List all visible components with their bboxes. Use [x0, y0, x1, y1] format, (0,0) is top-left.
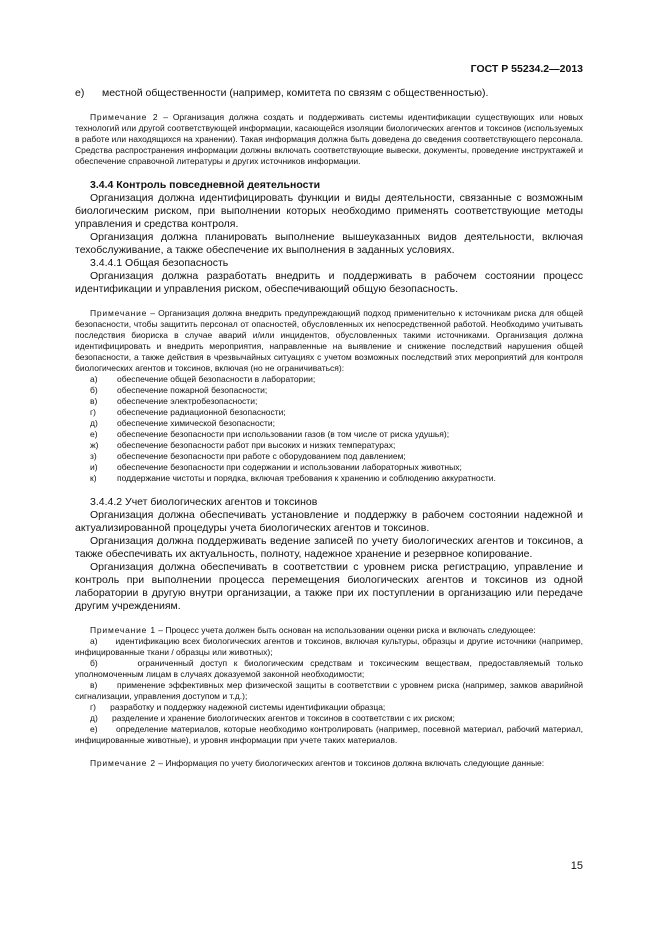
page-number: 15: [570, 860, 583, 872]
item-letter: д): [90, 713, 98, 723]
item-text: обеспечение безопасности работ при высоких и низких температурах;: [117, 440, 396, 450]
paragraph: Организация должна поддерживать ведение записей по учету биологических агентов и токсинов, а также обеспечивать их актуальность, полноту, надежное хранение и резервное копирование.: [75, 535, 583, 560]
note-list: [75, 636, 583, 746]
note-text: – Организация должна внедрить предупреждающий подход применительно к источникам риска для общей безопасности, чтобы защитить персонал от опасностей, обусловленных их непосредственной работой. Необходимо учитывать последствия биориска в случае аварий и/или инцидентов, обусловленных такими источниками. Организация должна идентифицировать и внедрить мероприятия, направленные на выявление и снижение последствий нарушения общей безопасности, а также действия в чрезвычайных ситуациях с учетом возможных последствий этих мероприятий для контроля биологических агентов и токсинов, включая (но не ограничиваться):: [75, 308, 583, 373]
item-letter: е): [90, 724, 98, 734]
list-item: [90, 385, 583, 396]
note-paragraph: [75, 625, 583, 636]
item-text: обеспечение безопасности при использовании газов (в том числе от риска удушья);: [117, 429, 450, 439]
paragraph: Организация должна обеспечивать установление и поддержку в рабочем состоянии надежной и актуализированной процедуры учета биологических агентов и токсинов.: [75, 509, 583, 534]
item-letter: в): [90, 396, 98, 406]
item-text: обеспечение общей безопасности в лаборатории;: [117, 374, 316, 384]
subsection-heading: 3.4.4.2 Учет биологических агентов и токсинов: [90, 496, 318, 508]
list-item: [90, 473, 583, 484]
note-label: Примечание: [90, 308, 148, 318]
item-letter: в): [90, 680, 98, 690]
item-text: разделение и хранение биологических агентов и токсинов в соответствии с их риском;: [111, 713, 455, 723]
paragraph: Организация должна идентифицировать функции и виды деятельности, связанные с возможным биологическим риском, при выполнении которых необходимо применять соответствующие методы управления и средства контроля.: [75, 192, 583, 230]
list-item: [75, 87, 583, 100]
item-text: обеспечение радиационной безопасности;: [117, 407, 286, 417]
document-code: ГОСТ Р 55234.2—2013: [470, 63, 583, 75]
item-text: обеспечение химической безопасности;: [117, 418, 275, 428]
note-paragraph: [75, 758, 583, 769]
list-item: [90, 451, 583, 462]
note-paragraph: [75, 308, 583, 374]
list-item: [75, 680, 583, 702]
paragraph: Организация должна обеспечивать в соответствии с уровнем риска регистрацию, управление и контроль при выполнении процесса перемещения биологических агентов и токсинов из одной лаборатории в другую внутри организации, а также при их поступлении в организацию или передаче другим учреждениям.: [75, 561, 583, 612]
note-paragraph: [75, 112, 583, 167]
list-item: [75, 713, 583, 724]
item-text: обеспечение пожарной безопасности;: [117, 385, 268, 395]
item-text: обеспечение безопасности при работе с оборудованием под давлением;: [117, 451, 406, 461]
item-text: определение материалов, которые необходимо контролировать (например, посевной материал, рабочий материал, инфицированные животные), и уровня информации при учете таких материалов.: [75, 724, 584, 745]
list-item: [90, 418, 583, 429]
item-letter: и): [90, 462, 98, 472]
list-item: [75, 724, 583, 746]
note-text: – Информация по учету биологических агентов и токсинов должна включать следующие данные:: [155, 758, 545, 768]
paragraph: Организация должна планировать выполнение вышеуказанных видов деятельности, включая техобслуживание, а также обеспечение их выполнения в заданных условиях.: [75, 231, 583, 256]
item-text: идентификацию всех биологических агентов и токсинов, включая культуры, образцы и другие источники (например, инфицированные ткани / образцы или животных);: [75, 636, 584, 657]
item-letter: з): [90, 451, 97, 461]
item-letter: ж): [90, 440, 99, 450]
list-item: [90, 374, 583, 385]
list-item: [90, 396, 583, 407]
item-text: применение эффективных мер физической защиты в соответствии с уровнем риска (например, замков аварийной сигнализации, управления доступом и т.д.);: [75, 680, 583, 701]
item-letter: е): [75, 87, 85, 99]
item-letter: д): [90, 418, 98, 428]
list-item: [90, 429, 583, 440]
item-text: местной общественности (например, комитета по связям с общественностью).: [102, 87, 489, 99]
list-item: [90, 407, 583, 418]
item-letter: б): [90, 658, 98, 668]
page-content: [75, 87, 583, 769]
item-letter: а): [90, 636, 98, 646]
note-label: Примечание 2: [90, 758, 156, 768]
item-letter: к): [90, 473, 97, 483]
item-letter: б): [90, 385, 98, 395]
list-item: [90, 462, 583, 473]
item-letter: е): [90, 429, 98, 439]
section-heading: 3.4.4 Контроль повседневной деятельности: [90, 179, 321, 191]
item-text: поддержание чистоты и порядка, включая требования к хранению и соблюдению аккуратности.: [117, 473, 496, 483]
note-label: Примечание 2: [90, 112, 159, 122]
item-text: ограниченный доступ к биологическим средствам и токсическим веществам, предоставляемый только уполномоченным лицам в случаях доказуемой законной необходимости;: [75, 658, 583, 679]
note-label: Примечание 1: [90, 625, 156, 635]
list-item: [90, 440, 583, 451]
list-item: [75, 658, 583, 680]
subsection-heading: 3.4.4.1 Общая безопасность: [90, 257, 229, 269]
item-letter: г): [90, 407, 96, 417]
item-text: обеспечение электробезопасности;: [117, 396, 258, 406]
item-letter: г): [90, 702, 96, 712]
list-item: [75, 636, 583, 658]
note-text: – Организация должна создать и поддерживать системы идентификации существующих или новых технологий или другой соответствующей информации, касающейся изоляции биологических агентов и токсинов (используемых в работе или находящихся на хранении). Такая информация должна быть доведена до сведения соответствующего персонала. Средства распространения информации должны включать соответствующие вывески, документы, проведение инструктажей и обеспечение справочной литературы и других источников информации.: [75, 112, 584, 166]
paragraph: Организация должна разработать внедрить и поддерживать в рабочем состоянии процесс идентификации и управления риском, обеспечивающий общую безопасность.: [75, 270, 583, 295]
note-text: – Процесс учета должен быть основан на использовании оценки риска и включать следующее:: [155, 625, 536, 635]
item-text: обеспечение безопасности при содержании и использовании лабораторных животных;: [117, 462, 462, 472]
item-letter: а): [90, 374, 98, 384]
list-item: [75, 702, 583, 713]
note-list: [75, 374, 583, 484]
item-text: разработку и поддержку надежной системы идентификации образца;: [110, 702, 386, 712]
